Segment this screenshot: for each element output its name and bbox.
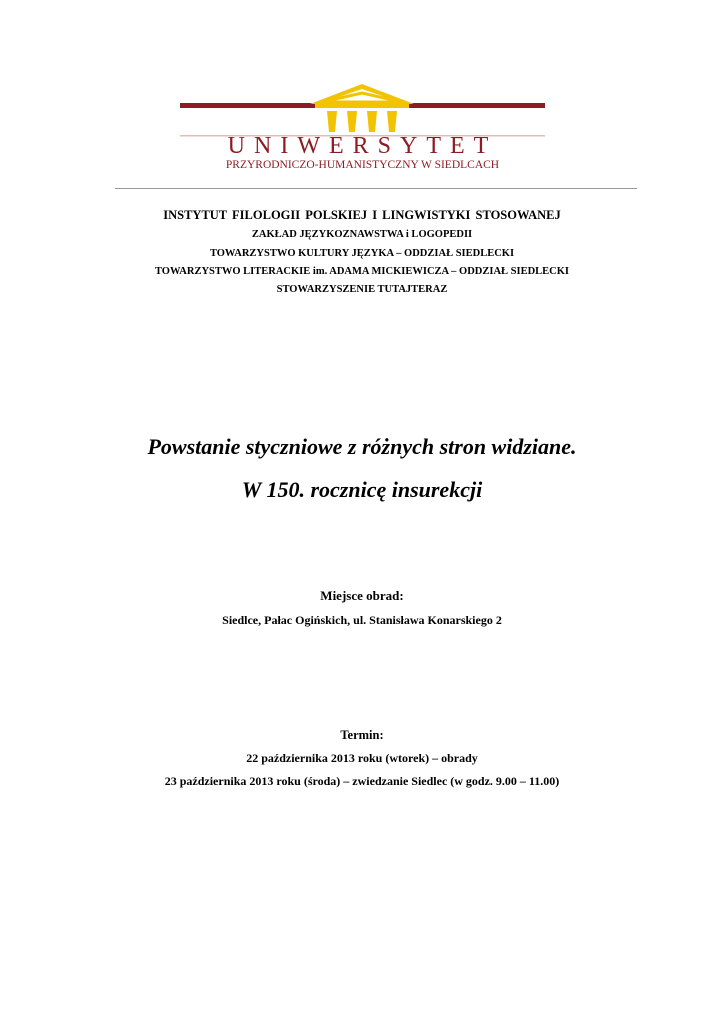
date-day-one: 22 października 2013 roku (wtorek) – obrady bbox=[246, 751, 478, 765]
dates-label: Termin: bbox=[340, 728, 384, 742]
association-name: STOWARZYSZENIE TUTAJTERAZ bbox=[276, 284, 448, 295]
language-society-name: TOWARZYSTWO KULTURY JĘZYKA – ODDZIAŁ SIEDLECKI bbox=[209, 248, 515, 259]
header-divider bbox=[115, 188, 637, 189]
logo-subtitle: PRZYRODNICZO-HUMANISTYCZNY W SIEDLCACH bbox=[225, 159, 500, 171]
conference-subtitle: W 150. rocznicę insurekcji bbox=[241, 477, 483, 502]
venue-address: Siedlce, Pałac Ogińskich, ul. Stanisława Konarskiego 2 bbox=[222, 613, 502, 627]
date-day-two: 23 października 2013 roku (środa) – zwiedzanie Siedlec (w godz. 9.00 – 11.00) bbox=[164, 774, 560, 788]
institute-name: INSTYTUT FILOLOGII POLSKIEJ I LINGWISTYKI STOSOWANEJ bbox=[163, 208, 561, 222]
venue-label: Miejsce obrad: bbox=[320, 588, 404, 603]
literary-society-name: TOWARZYSTWO LITERACKIE im. ADAMA MICKIEWICZA – ODDZIAŁ SIEDLECKI bbox=[154, 266, 570, 277]
conference-title: Powstanie styczniowe z różnych stron widziane. bbox=[147, 434, 577, 459]
department-name: ZAKŁAD JĘZYKOZNAWSTWA i LOGOPEDII bbox=[251, 229, 473, 240]
logo-wordmark: UNIWERSYTET bbox=[227, 133, 498, 159]
